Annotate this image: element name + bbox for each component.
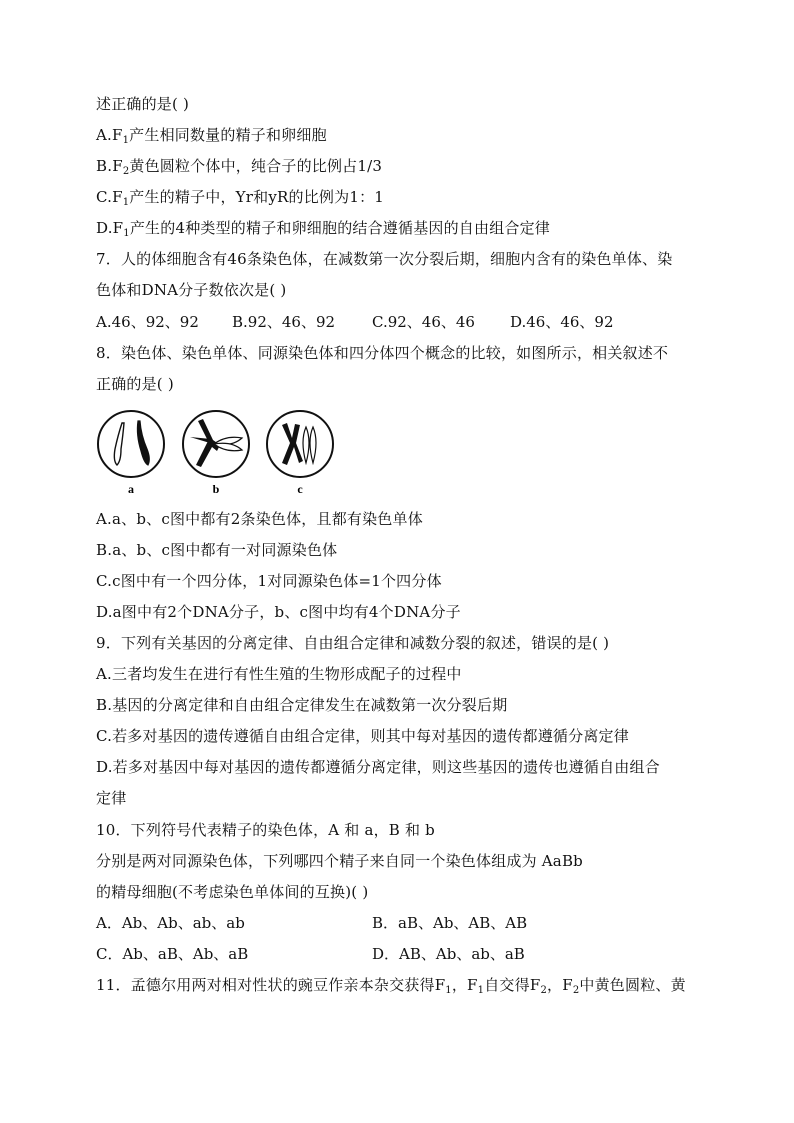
chromosome-figure: [92, 405, 342, 497]
option-line: [96, 156, 382, 176]
option-text: 产生的精子中，Yr和yR的比例为1：1: [129, 188, 385, 206]
q11-text: ，F: [451, 976, 478, 994]
q9-option-a: A.三者均发生在进行有性生殖的生物形成配子的过程中: [96, 665, 462, 683]
q9-option-d: D.若多对基因中每对基因的遗传都遵循分离定律，则这些基因的遗传也遵循自由组合: [96, 758, 660, 776]
q9-option-d-cont: 定律: [96, 789, 127, 807]
text-line: 述正确的是( ): [96, 95, 190, 113]
option-text: 产生的4种类型的精子和卵细胞的结合遵循基因的自由组合定律: [129, 219, 550, 237]
q9-option-b: B.基因的分离定律和自由组合定律发生在减数第一次分裂后期: [96, 696, 508, 714]
question-10-stem-cont: 分别是两对同源染色体，下列哪四个精子来自同一个染色体组成为 AaBb: [96, 852, 583, 870]
subscript: 1: [477, 985, 485, 996]
q11-text: 11．孟德尔用两对相对性状的豌豆作亲本杂交获得F: [96, 976, 446, 994]
figure-label-b: b: [212, 482, 220, 496]
question-7-stem: 7．人的体细胞含有46条染色体，在减数第一次分裂后期，细胞内含有的染色单体、染: [96, 250, 673, 268]
q9-option-c: C.若多对基因的遗传遵循自由组合定律，则其中每对基因的遗传都遵循分离定律: [96, 727, 629, 745]
question-8-stem-cont: 正确的是( ): [96, 375, 174, 393]
q8-option-d: D.a图中有2个DNA分子，b、c图中均有4个DNA分子: [96, 603, 461, 621]
q10-option-b: B．aB、Ab、AB、AB: [372, 914, 528, 932]
q7-option-a: A.46、92、92: [96, 313, 199, 331]
option-text: 产生相同数量的精子和卵细胞: [129, 126, 327, 144]
question-10-stem: 10．下列符号代表精子的染色体，A 和 a，B 和 b: [96, 821, 435, 839]
q7-option-d: D.46、46、92: [510, 313, 614, 331]
q10-option-c: C．Ab、aB、Ab、aB: [96, 945, 249, 963]
cell-c: [267, 411, 333, 477]
subscript: 1: [123, 228, 130, 239]
question-7-stem-cont: 色体和DNA分子数依次是( ): [96, 281, 287, 299]
subscript: 2: [122, 166, 130, 177]
figure-label-a: a: [128, 482, 134, 496]
q8-option-c: C.c图中有一个四分体，1对同源染色体=1个四分体: [96, 572, 442, 590]
q10-option-d: D．AB、Ab、ab、aB: [372, 945, 525, 963]
option-line: [96, 187, 384, 207]
option-prefix: B.F: [96, 157, 123, 175]
q7-option-b: B.92、46、92: [232, 313, 336, 331]
option-prefix: C.F: [96, 188, 123, 206]
cell-b: [183, 411, 249, 477]
option-prefix: D.F: [96, 219, 124, 237]
subscript: 1: [122, 197, 130, 208]
question-10-stem-cont2: 的精母细胞(不考虑染色单体间的互换)( ): [96, 883, 369, 901]
option-prefix: A.F: [96, 126, 123, 144]
option-line: [96, 218, 550, 238]
question-11-stem: [96, 975, 686, 995]
q11-text: 中黄色圆粒、黄: [579, 976, 686, 994]
option-line: [96, 125, 327, 145]
q11-text: 自交得F: [484, 976, 541, 994]
question-9-stem: 9．下列有关基因的分离定律、自由组合定律和减数分裂的叙述，错误的是( ): [96, 634, 610, 652]
q8-option-a: A.a、b、c图中都有2条染色体，且都有染色单体: [96, 510, 423, 528]
cell-a: [98, 411, 164, 477]
subscript: 2: [540, 985, 548, 996]
subscript: 2: [572, 985, 580, 996]
subscript: 1: [122, 135, 130, 146]
q7-option-c: C.92、46、46: [372, 313, 475, 331]
q8-option-b: B.a、b、c图中都有一对同源染色体: [96, 541, 338, 559]
q10-option-a: A．Ab、Ab、ab、ab: [96, 914, 245, 932]
question-8-stem: 8．染色体、染色单体、同源染色体和四分体四个概念的比较，如图所示，相关叙述不: [96, 344, 669, 362]
option-text: 黄色圆粒个体中，纯合子的比例占1/3: [129, 157, 383, 175]
subscript: 1: [445, 985, 452, 996]
figure-label-c: c: [297, 482, 303, 496]
q11-text: ，F: [547, 976, 573, 994]
